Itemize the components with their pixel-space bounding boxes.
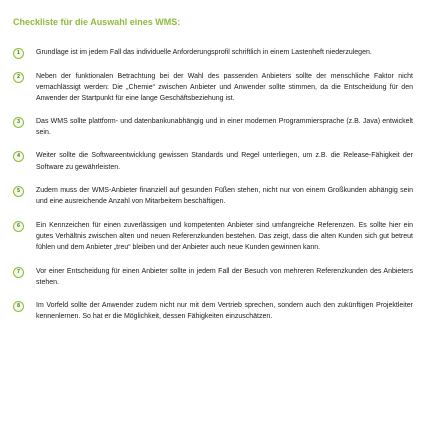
checklist-item-text: Weiter sollte die Softwareentwicklung gewissen Standards und Regel unterliegen, um z.B. die Release-Fähigkeit der Software zu gewährleisten. [36,152,413,171]
checklist-item-text: Grundlage ist im jedem Fall das individuelle Anforderungsprofil schriftlich in einem Lastenheft niederzulegen. [36,49,372,56]
checklist-item-text: Vor einer Entscheidung für einen Anbieter sollte in jedem Fall der Besuch von mehreren Referenzkunden des Anbieters stehen. [36,268,413,287]
number-badge: 3 [13,117,24,128]
checklist-item-7 [13,266,413,288]
checklist-item-text: Ein Kennzeichen für einen zuverlässigen und kompetenten Anbieter sind umfangreiche Referenzen. Es sollte hier ein gutes Verhältnis zwischen alten und neuen Referenzkunden bestehen. Das zeigt, dass die alten Kunden sich gut betreut fühlen und dem Anbieter „treu“ bleiben und der Anbieter auch neue Kunden gewinnen kann. [36,221,413,252]
number-badge: 8 [13,301,24,312]
number-badge: 1 [13,48,24,59]
checklist [13,47,413,323]
number-badge: 4 [13,151,24,162]
checklist-item-4 [13,150,413,172]
number-badge: 2 [13,72,24,83]
number-badge: 6 [13,221,24,232]
page-title: Checkliste für die Auswahl eines WMS: [13,17,181,27]
number-badge: 5 [13,186,24,197]
checklist-item-text: Im Vorfeld sollte der Anwender zudem nicht nur mit dem Vertrieb sprechen, sondern auch den zukünftigen Projektleiter kennenlernen. So hat er die Möglichkeit, dessen Fähigkeiten einzuschätzen. [36,302,413,321]
checklist-item-1 [13,47,413,59]
number-badge: 7 [13,267,24,278]
checklist-item-text: Das WMS sollte plattform- und datenbankunabhängig und in einer modernen Programmiersprache (z.B. Java) entwickelt sein. [36,118,413,137]
checklist-item-3 [13,116,413,138]
checklist-item-text: Neben der funktionalen Betrachtung bei der Wahl des passenden Anbieters sollte der menschliche Faktor nicht vernachlässigt werden: Die „Chemie“ zwischen Anbieter und Anwender sollte stimmen, da die Entscheidung für den Anwender der Startpunkt für eine lange Geschäftsbeziehung ist. [36,73,413,103]
checklist-item-6 [13,220,413,253]
checklist-item-8 [13,300,413,322]
checklist-item-5 [13,185,413,207]
checklist-item-2 [13,71,413,104]
checklist-item-text: Zudem muss der WMS-Anbieter finanziell auf gesunden Füßen stehen, nicht nur von einem Großkunden abhängig sein und eine ausreichende Anzahl von Mitarbeitern beschäftigen. [36,186,413,205]
